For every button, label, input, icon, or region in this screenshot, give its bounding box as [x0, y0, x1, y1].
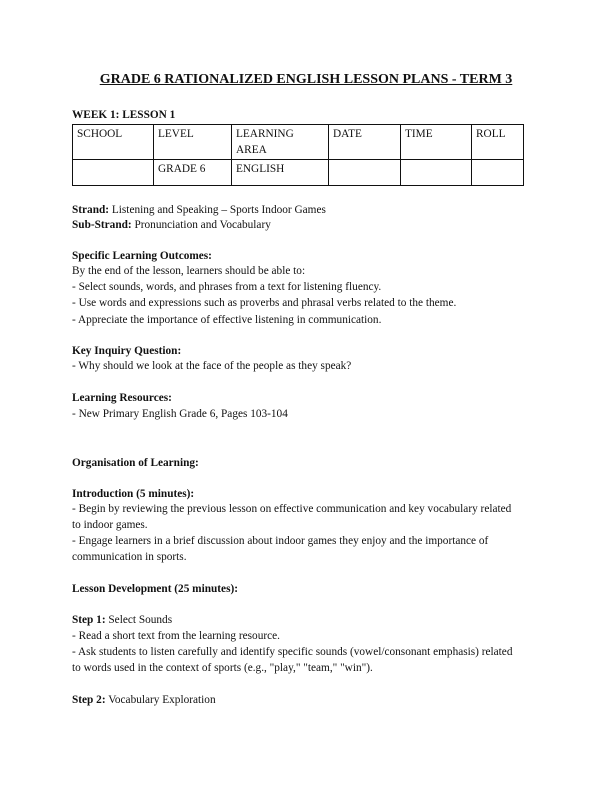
table-cell [73, 160, 154, 186]
list-item: - Select sounds, words, and phrases from a text for listening fluency. [72, 281, 382, 293]
introduction-heading: Introduction (5 minutes): [72, 488, 195, 500]
step-label: Step 1: [72, 614, 106, 626]
table-header: LEVEL [154, 125, 232, 160]
outcomes-intro: By the end of the lesson, learners should be able to: [72, 265, 306, 277]
table-cell: GRADE 6 [154, 160, 232, 186]
organisation-heading: Organisation of Learning: [72, 457, 199, 469]
paragraph-line: - Ask students to listen carefully and identify specific sounds (vowel/consonant emphasis) related [72, 646, 513, 658]
table-cell [472, 160, 524, 186]
table-header: LEARNING AREA [232, 125, 329, 160]
paragraph-line: communication in sports. [72, 551, 187, 563]
step-2 [72, 693, 216, 707]
step-title: Select Sounds [105, 614, 173, 626]
paragraph-line: - Begin by reviewing the previous lesson on effective communication and key vocabulary related [72, 503, 512, 515]
week-heading: WEEK 1: LESSON 1 [72, 109, 176, 121]
paragraph-line: to words used in the context of sports (e.g., "play," "team," "win"). [72, 662, 373, 674]
development-heading: Lesson Development (25 minutes): [72, 583, 238, 595]
step-1 [72, 613, 172, 627]
list-item: - Appreciate the importance of effective listening in communication. [72, 314, 382, 326]
inquiry-heading: Key Inquiry Question: [72, 345, 182, 357]
strand-label: Strand: [72, 204, 110, 216]
table-cell: ENGLISH [232, 160, 329, 186]
table-header: ROLL [472, 125, 524, 160]
outcomes-heading: Specific Learning Outcomes: [72, 250, 212, 262]
list-item: - Why should we look at the face of the people as they speak? [72, 360, 352, 372]
step-label: Step 2: [72, 694, 106, 706]
paragraph-line: to indoor games. [72, 519, 148, 531]
table-header: DATE [329, 125, 401, 160]
table-cell [329, 160, 401, 186]
strand-value: Listening and Speaking – Sports Indoor Games [109, 204, 326, 216]
list-item: - Use words and expressions such as proverbs and phrasal verbs related to the theme. [72, 297, 457, 309]
step-title: Vocabulary Exploration [105, 694, 216, 706]
page-title: GRADE 6 RATIONALIZED ENGLISH LESSON PLANS - TERM 3 [99, 72, 513, 87]
table-cell [401, 160, 472, 186]
table-header: SCHOOL [73, 125, 154, 160]
resources-heading: Learning Resources: [72, 392, 172, 404]
table-header: TIME [401, 125, 472, 160]
list-item: - New Primary English Grade 6, Pages 103-104 [72, 408, 288, 420]
substrand-value: Pronunciation and Vocabulary [131, 219, 271, 231]
substrand [72, 218, 271, 232]
lesson-info-table [72, 124, 524, 186]
paragraph-line: - Engage learners in a brief discussion about indoor games they enjoy and the importance of [72, 535, 489, 547]
paragraph-line: - Read a short text from the learning resource. [72, 630, 280, 642]
strand [72, 203, 326, 217]
substrand-label: Sub-Strand: [72, 219, 132, 231]
